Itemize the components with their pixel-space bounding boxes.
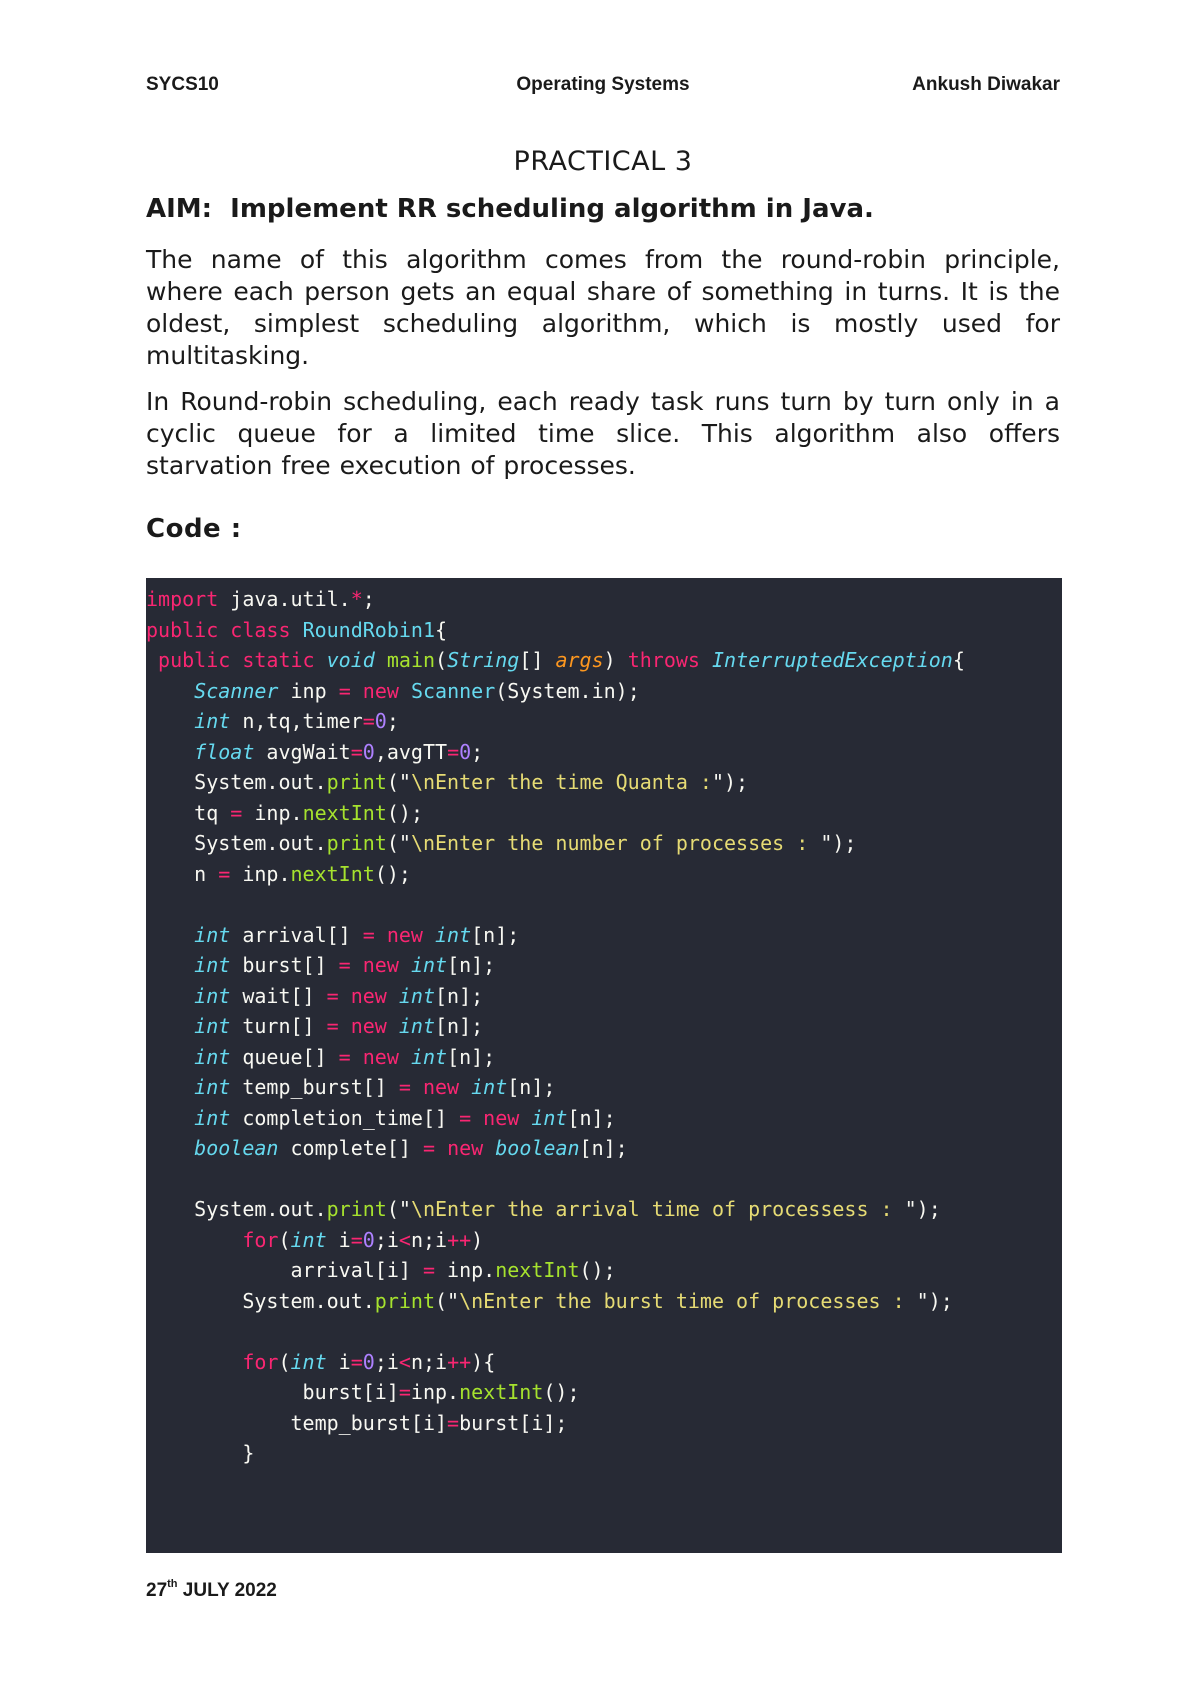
code-token: arrival[i] (146, 1258, 423, 1282)
code-token: new (362, 953, 399, 977)
code-token: = (338, 678, 351, 703)
code-token: new (350, 983, 387, 1008)
code-line (146, 798, 1062, 829)
code-token: new (350, 1014, 387, 1038)
code-token: wait[] (230, 983, 327, 1008)
code-token: inp. (242, 800, 303, 825)
code-token: int (194, 1014, 231, 1038)
code-token: (" (386, 831, 411, 855)
code-token: int (398, 983, 436, 1008)
code-line (146, 1286, 1062, 1317)
code-token: 0 (362, 1227, 375, 1252)
code-token: float (194, 739, 255, 764)
code-token (230, 648, 242, 672)
code-line (146, 889, 1062, 920)
code-token: boolean (495, 1136, 580, 1160)
code-token: i (326, 1227, 351, 1252)
code-token: inp. (230, 861, 291, 886)
code-token: 0 (362, 1349, 375, 1374)
code-token: completion_time[] (230, 1105, 460, 1130)
code-token: int (531, 1105, 568, 1130)
date-day: 27 (146, 1580, 168, 1601)
code-token: int (194, 922, 231, 947)
code-token (146, 1228, 242, 1252)
code-token (411, 1075, 423, 1099)
code-token: RoundRobin1 (302, 617, 436, 642)
code-token: main (386, 648, 436, 672)
code-token: burst[i]; (459, 1410, 568, 1435)
code-token: burst[] (230, 953, 339, 977)
code-token (375, 923, 387, 947)
code-block (146, 578, 1062, 1553)
code-token: "); (904, 1197, 941, 1221)
code-token: \nEnter the burst time of processes : (459, 1288, 917, 1313)
code-token: i (326, 1349, 351, 1374)
code-token: (System.in); (495, 678, 640, 703)
code-token: print (326, 1197, 387, 1221)
code-token: nextInt (302, 800, 387, 825)
code-token (146, 740, 194, 764)
code-token: boolean (194, 1136, 279, 1160)
code-token: avgWait (254, 739, 351, 764)
code-token: [n]; (435, 1014, 484, 1038)
code-token: temp_burst[] (230, 1075, 399, 1099)
code-token (423, 923, 435, 947)
code-token: [n]; (447, 1044, 496, 1069)
code-token: System.out. (146, 831, 327, 855)
code-token: int (194, 1075, 231, 1099)
code-token: ) (603, 648, 628, 672)
code-token: [n]; (567, 1105, 616, 1130)
code-token: = (422, 1258, 435, 1282)
code-token (146, 1045, 194, 1069)
code-token: ++ (447, 1349, 472, 1374)
code-token: int (410, 953, 448, 977)
code-token: = (447, 1410, 460, 1435)
code-token: = (350, 739, 363, 764)
code-token (146, 679, 194, 703)
code-token: inp. (435, 1258, 496, 1282)
code-token: tq (146, 800, 231, 825)
code-line (146, 1255, 1062, 1286)
code-token: ( (278, 1349, 291, 1374)
code-token: [n]; (579, 1136, 628, 1160)
code-token: throws (627, 648, 700, 672)
code-token: nextInt (495, 1258, 580, 1282)
code-token: [n]; (447, 953, 496, 977)
code-token: print (374, 1288, 435, 1313)
code-token: = (326, 1014, 339, 1038)
code-token: ( (278, 1227, 291, 1252)
code-token: ++ (447, 1227, 472, 1252)
page-footer-date (146, 1580, 277, 1602)
practical-title: PRACTICAL 3 (513, 146, 693, 177)
code-token: void (326, 648, 375, 672)
course-code: SYCS10 (146, 74, 219, 95)
code-line (146, 981, 1062, 1012)
code-token: int (435, 922, 472, 947)
code-token: = (398, 1380, 411, 1404)
code-token: System.out. (146, 1288, 375, 1313)
code-line (146, 1347, 1062, 1378)
author-name: Ankush Diwakar (912, 74, 1060, 95)
code-token (146, 1350, 242, 1374)
code-token: arrival[] (230, 922, 363, 947)
code-token: = (362, 922, 375, 947)
code-token: new (386, 922, 423, 947)
code-token: new (483, 1105, 520, 1130)
code-token: ; (471, 739, 484, 764)
code-token: 0 (459, 739, 472, 764)
code-token (387, 984, 399, 1008)
code-token: burst[i] (146, 1380, 399, 1404)
code-token: = (218, 861, 231, 886)
code-token: } (146, 1441, 255, 1465)
code-token: turn[] (230, 1014, 327, 1038)
code-token: class (230, 617, 291, 642)
code-token (146, 1106, 194, 1130)
code-token: \nEnter the time Quanta : (410, 770, 712, 794)
code-token: print (326, 770, 387, 794)
code-token: int (194, 953, 231, 977)
code-token: { (952, 648, 965, 672)
code-line (146, 859, 1062, 890)
code-token: = (422, 1136, 436, 1160)
date-suffix: th (167, 1578, 178, 1590)
description-paragraph: In Round-robin scheduling, each ready task runs turn by turn only in a cyclic queue for a limited time slice. This algorithm also offers starvation free execution of processes. (146, 387, 1060, 480)
code-token (146, 1075, 194, 1099)
code-token (351, 679, 363, 703)
code-token (399, 953, 411, 977)
code-token: n;i (410, 1227, 448, 1252)
code-line (146, 1011, 1062, 1042)
code-token: = (350, 1227, 363, 1252)
code-line (146, 615, 1062, 646)
code-line (146, 706, 1062, 737)
code-token (146, 1014, 194, 1038)
code-token: import (146, 587, 219, 611)
code-token: (); (579, 1258, 616, 1282)
code-token (351, 1045, 363, 1069)
code-token: [] (519, 648, 556, 672)
code-token: = (447, 739, 460, 764)
code-token: new (362, 678, 399, 703)
code-token: int (471, 1075, 508, 1099)
code-token (146, 984, 194, 1008)
code-token (315, 648, 327, 672)
code-token (459, 1075, 471, 1099)
code-token: \nEnter the number of processes : (410, 831, 821, 855)
code-token: int (410, 1044, 448, 1069)
code-token: = (362, 709, 375, 733)
code-token: inp. (410, 1380, 460, 1404)
code-token: new (422, 1075, 460, 1099)
code-token (218, 618, 230, 642)
code-line (146, 1438, 1062, 1469)
code-token: int (194, 1044, 231, 1069)
code-token: ( (435, 648, 448, 672)
code-token: (); (386, 800, 423, 825)
code-token (399, 1045, 411, 1069)
code-token: = (338, 953, 351, 977)
code-token: public (158, 648, 231, 672)
code-token: System.out. (146, 1197, 327, 1221)
code-token: new (362, 1044, 399, 1069)
code-token: n,tq,timer (230, 709, 363, 733)
code-token (351, 953, 363, 977)
code-token: nextInt (290, 861, 375, 886)
code-token (146, 709, 194, 733)
code-line (146, 676, 1062, 707)
code-line (146, 645, 1062, 676)
code-token: ) (471, 1227, 484, 1252)
code-token: 0 (362, 739, 375, 764)
code-token: = (398, 1075, 411, 1099)
code-token: System.out. (146, 770, 327, 794)
code-token: ; (362, 587, 375, 611)
code-token (339, 984, 351, 1008)
code-token: n (146, 861, 219, 886)
code-line (146, 920, 1062, 951)
code-token: = (459, 1105, 472, 1130)
code-token: "); (711, 770, 749, 794)
code-token: = (350, 1349, 363, 1374)
code-token: < (398, 1227, 411, 1252)
code-line (146, 1164, 1062, 1195)
code-token (146, 923, 194, 947)
code-token: = (230, 800, 243, 825)
code-token: (); (543, 1380, 580, 1404)
code-heading: Code : (146, 514, 242, 544)
code-token (291, 618, 303, 642)
code-line (146, 1316, 1062, 1347)
code-token: public (146, 617, 219, 642)
code-token: (); (374, 861, 411, 886)
code-token: * (350, 587, 363, 611)
code-token: for (242, 1349, 279, 1374)
code-line (146, 1377, 1062, 1408)
code-line (146, 1042, 1062, 1073)
code-token: int (398, 1014, 436, 1038)
code-line (146, 584, 1062, 615)
code-line (146, 1408, 1062, 1439)
code-token: (" (386, 1197, 411, 1221)
code-token: "); (820, 831, 857, 855)
code-line (146, 1072, 1062, 1103)
date-rest: JULY 2022 (177, 1580, 277, 1601)
code-token: \nEnter the arrival time of processess : (410, 1197, 905, 1221)
code-line (146, 1103, 1062, 1134)
code-token: = (338, 1044, 351, 1069)
code-token: queue[] (230, 1044, 339, 1069)
code-token: Scanner (410, 678, 496, 703)
code-line (146, 737, 1062, 768)
code-line (146, 1194, 1062, 1225)
code-token: [n]; (435, 983, 484, 1008)
code-token (471, 1106, 483, 1130)
code-token: InterruptedException (712, 648, 953, 672)
code-token (339, 1014, 351, 1038)
aim-statement: AIM: Implement RR scheduling algorithm in Java. (146, 194, 874, 224)
code-token (375, 648, 387, 672)
code-token: (" (386, 770, 411, 794)
code-token: < (398, 1349, 411, 1374)
code-token: complete[] (278, 1136, 423, 1160)
code-token: [n]; (471, 922, 520, 947)
code-token: "); (916, 1288, 953, 1313)
code-token (519, 1106, 531, 1130)
code-token: nextInt (459, 1380, 544, 1404)
code-token: n;i (410, 1349, 448, 1374)
code-token (146, 648, 158, 672)
code-token: int (194, 983, 231, 1008)
code-token (146, 953, 194, 977)
code-token (387, 1014, 399, 1038)
code-token: [n]; (507, 1075, 556, 1099)
code-token: new (447, 1136, 484, 1160)
code-token: Scanner (194, 678, 279, 703)
code-token: 0 (374, 709, 387, 733)
code-token: for (242, 1227, 279, 1252)
code-line (146, 950, 1062, 981)
code-token: ,avgTT (374, 739, 448, 764)
code-token: ){ (471, 1349, 496, 1374)
code-token: = (326, 983, 339, 1008)
code-token: static (242, 648, 315, 672)
code-token (483, 1136, 495, 1160)
code-token: int (194, 1105, 231, 1130)
intro-paragraph: The name of this algorithm comes from the round-robin principle, where each person gets an equal share of something in turns. It is the oldest, simplest scheduling algorithm, which is mostly used for multitasking. (146, 245, 1060, 370)
code-token: ; (386, 709, 399, 733)
code-token: java.util. (218, 587, 351, 611)
code-token (399, 679, 411, 703)
code-token: int (290, 1349, 327, 1374)
code-token: ;i (374, 1227, 399, 1252)
code-token: inp (278, 678, 339, 703)
code-token: { (435, 617, 448, 642)
subject-name: Operating Systems (516, 74, 690, 95)
page-header (146, 74, 1060, 102)
code-token: int (194, 709, 231, 733)
code-line (146, 1225, 1062, 1256)
code-token: args (555, 648, 604, 672)
code-token: (" (435, 1288, 460, 1313)
code-token: int (290, 1227, 327, 1252)
code-token: print (326, 831, 387, 855)
code-line (146, 767, 1062, 798)
code-token: String (447, 648, 520, 672)
code-token (146, 1136, 194, 1160)
code-token: temp_burst[i] (146, 1410, 448, 1435)
code-token (700, 648, 712, 672)
code-line (146, 828, 1062, 859)
code-token: ;i (374, 1349, 399, 1374)
code-token (435, 1136, 447, 1160)
code-line (146, 1133, 1062, 1164)
